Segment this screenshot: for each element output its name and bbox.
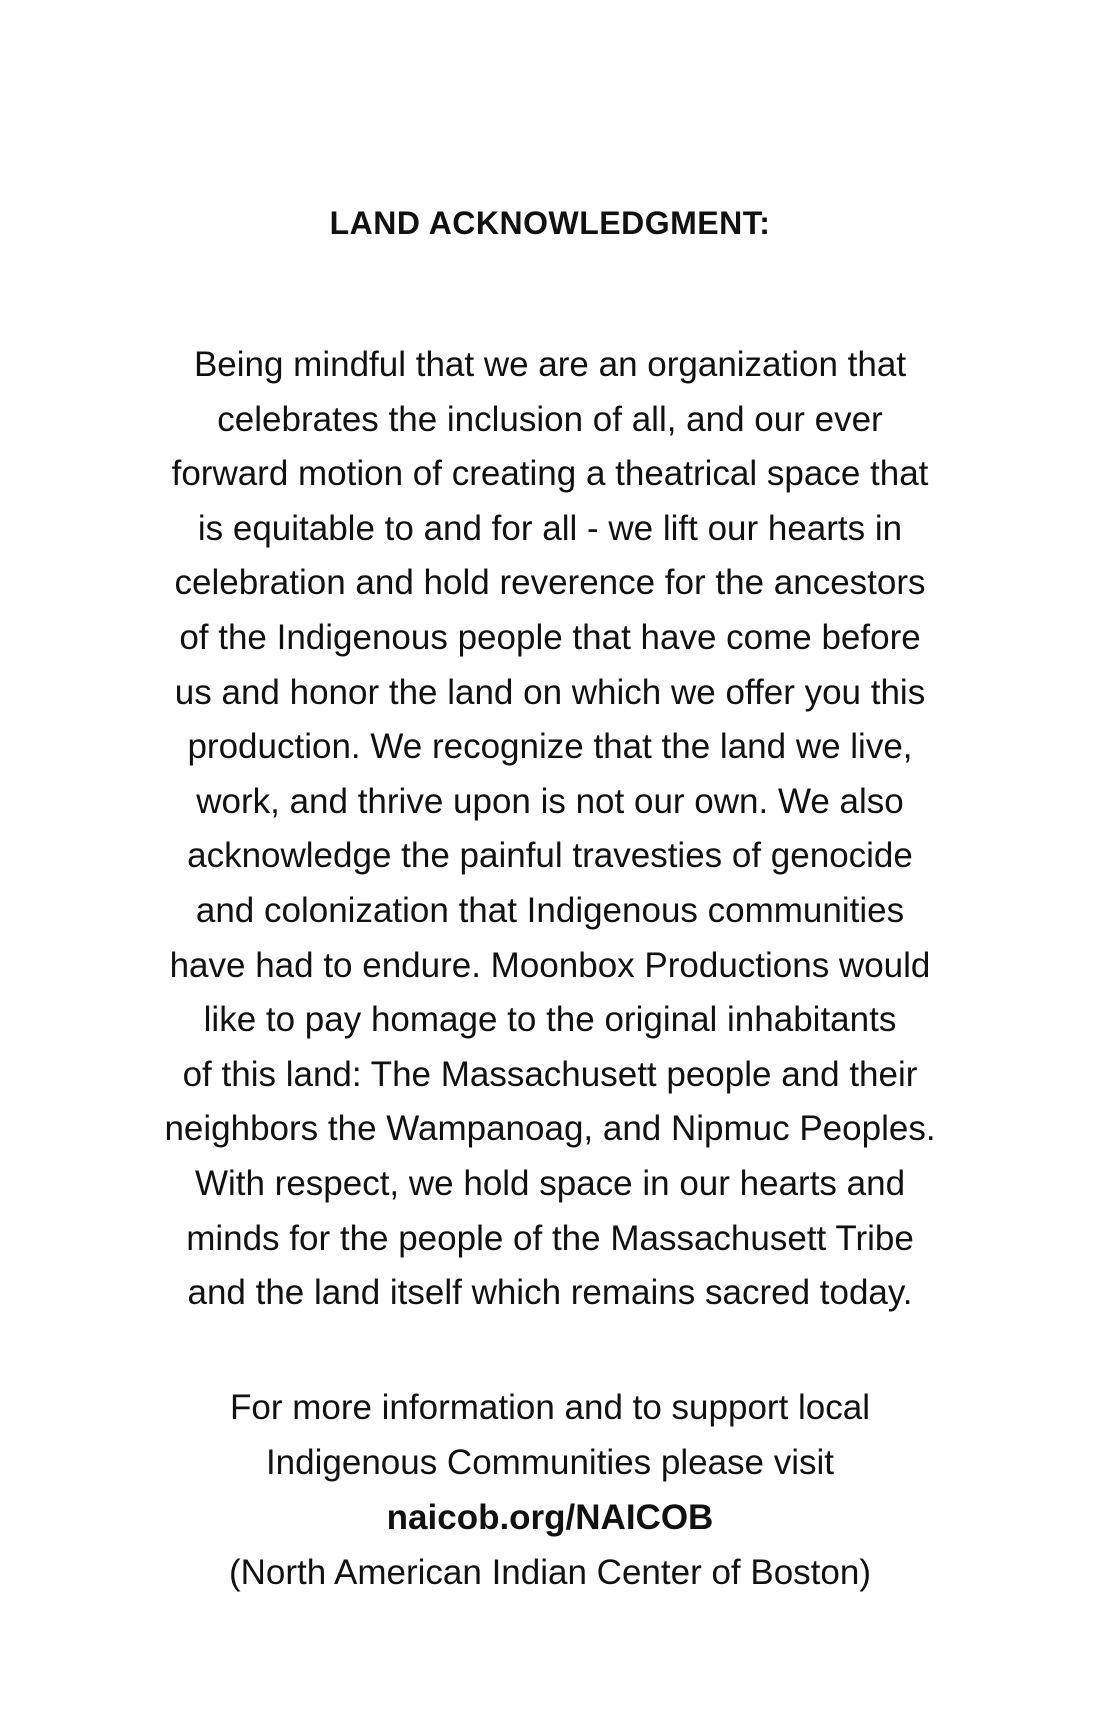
acknowledgment-line: celebrates the inclusion of all, and our ever — [217, 399, 883, 439]
info-section — [90, 1380, 1010, 1600]
info-line: Indigenous Communities please visit — [265, 1443, 835, 1482]
acknowledgment-line: forward motion of creating a theatrical space that — [171, 454, 929, 494]
info-line: For more information and to support local — [229, 1388, 871, 1427]
acknowledgment-paragraph — [90, 338, 1010, 1321]
acknowledgment-line: acknowledge the painful travesties of genocide — [187, 836, 913, 876]
acknowledgment-line: With respect, we hold space in our hearts and — [194, 1163, 906, 1203]
acknowledgment-line: work, and thrive upon is not our own. We also — [196, 781, 904, 821]
acknowledgment-line: and colonization that Indigenous communities — [195, 890, 905, 930]
organization-name: (North American Indian Center of Boston) — [229, 1553, 871, 1592]
acknowledgment-line: is equitable to and for all - we lift our hearts in — [197, 508, 903, 548]
acknowledgment-line: of this land: The Massachusett people and their — [182, 1054, 918, 1094]
acknowledgment-line: have had to endure. Moonbox Productions would — [169, 945, 931, 985]
acknowledgment-line: Being mindful that we are an organization that — [193, 345, 907, 384]
page-title: LAND ACKNOWLEDGMENT: — [329, 205, 771, 241]
acknowledgment-line: production. We recognize that the land we live, — [187, 727, 913, 767]
acknowledgment-line: neighbors the Wampanoag, and Nipmuc Peoples. — [164, 1109, 936, 1149]
acknowledgment-line: of the Indigenous people that have come before — [179, 617, 921, 657]
website-link[interactable]: naicob.org/NAICOB — [386, 1498, 714, 1537]
acknowledgment-line: minds for the people of the Massachusett Tribe — [186, 1218, 914, 1258]
acknowledgment-line: us and honor the land on which we offer you this — [174, 672, 926, 712]
acknowledgment-line: celebration and hold reverence for the ancestors — [174, 563, 926, 603]
acknowledgment-line: like to pay homage to the original inhabitants — [203, 1000, 897, 1040]
acknowledgment-line: and the land itself which remains sacred today. — [187, 1273, 913, 1313]
